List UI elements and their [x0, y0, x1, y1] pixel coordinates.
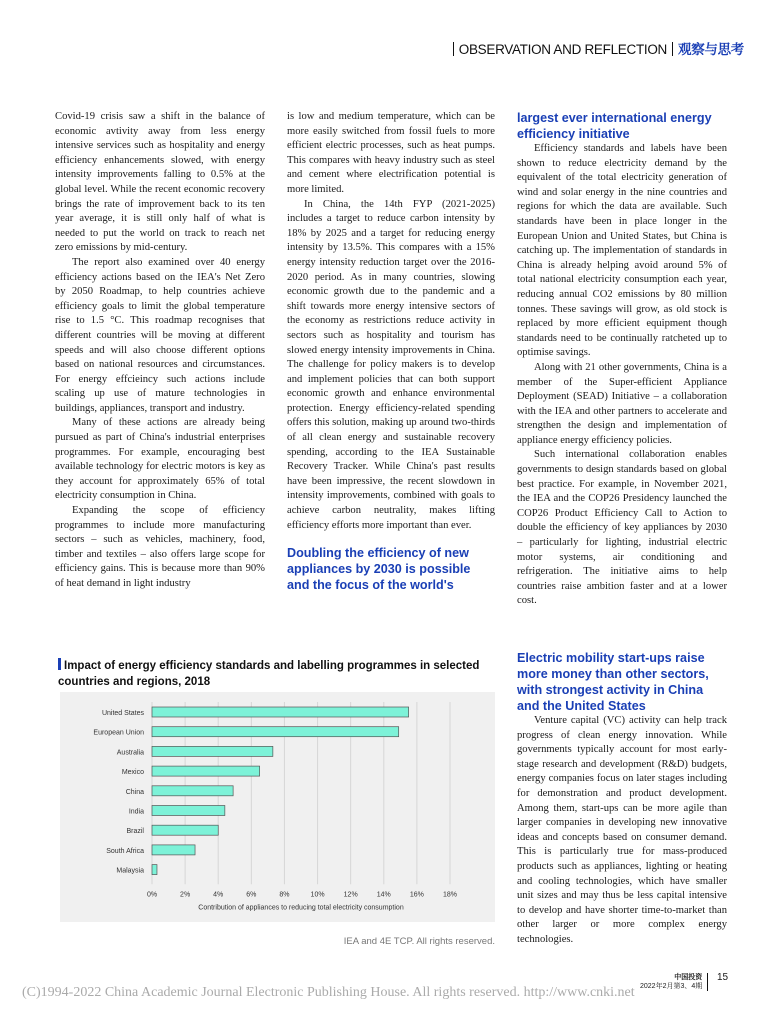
- bar-australia: [152, 746, 273, 756]
- y-category-label: China: [125, 788, 144, 796]
- paragraph: is low and medium temperature, which can be more easily switched from fossil fuels to more efficient electric processes, such as heat pumps. This compares with heavy industry such as steel and cement where electrification potential is more limited.: [287, 111, 495, 195]
- bar-mexico: [152, 766, 260, 776]
- x-tick-label: 10%: [310, 891, 325, 899]
- x-tick-label: 12%: [343, 891, 358, 899]
- bar-brazil: [152, 825, 218, 835]
- paragraph: Such international collaboration enables governments to design standards based on global best practice. For example, in November 2021, the IEA and the COP26 Presidency launched the COP26 Product Efficiency Call to Action to double the efficiency of key appliances by 2030 – particularly for lighting, industrial electric motor systems, air conditioning and refrigeration. The initiative aims to help countries raise ambition faster and at a lower cost.: [517, 449, 727, 607]
- issue: 2022年2月第3、4期: [640, 983, 703, 990]
- chart-title: Impact of energy efficiency standards and labelling programmes in selected countries and regions, 2018: [58, 660, 480, 688]
- bar-united-states: [152, 707, 409, 717]
- chart-panel: [60, 692, 495, 922]
- column-1: [55, 110, 265, 592]
- section-heading-1a: Doubling the efficiency of new appliances by 2030 is possible and the focus of the world's: [287, 546, 471, 593]
- y-category-label: United States: [101, 710, 144, 717]
- y-category-label: South Africa: [106, 847, 144, 855]
- section-heading-2: Electric mobility start-ups raise more money than other sectors, with strongest activity in China and the United States: [517, 651, 709, 713]
- paragraph: Venture capital (VC) activity can help track progress of clean energy innovation. While governments typically account for most early-stage research and development (R&D) budgets, energy companies focus on later stages including for demonstration and product development. Among them, start-ups can be more agile than larger companies in developing new innovative ideas and concepts based on consumer demand. This is particularly true for mass-produced products such as appliances, lighting or heating and cooling technologies, which have smaller unit sizes and may thus be less capital intensive to develop and have shorter time-to-market than other larger or more complex energy technologies.: [517, 715, 727, 945]
- section-heading-1b: largest ever international energy efficiency initiative: [517, 111, 712, 141]
- section-en: OBSERVATION AND REFLECTION: [458, 42, 667, 57]
- column-3-lower: [517, 650, 727, 948]
- bar-malaysia: [152, 865, 157, 875]
- bar-india: [152, 806, 225, 816]
- column-3: [517, 110, 727, 609]
- x-tick-label: 14%: [376, 891, 391, 899]
- x-tick-label: 8%: [279, 891, 290, 899]
- running-header: [448, 38, 744, 58]
- x-tick-label: 18%: [442, 891, 458, 899]
- y-category-label: Malaysia: [116, 867, 144, 875]
- x-tick-label: 6%: [246, 891, 257, 899]
- x-tick-label: 0%: [146, 891, 158, 899]
- magazine-name: 中国投资: [674, 974, 703, 981]
- page-number: 15: [717, 972, 729, 983]
- bar-south-africa: [152, 845, 195, 855]
- copyright-footer: (C)1994-2022 China Academic Journal Electronic Publishing House. All rights reserved. http://www.cnki.net: [22, 985, 635, 1000]
- y-category-label: European Union: [93, 729, 144, 737]
- bar-china: [152, 786, 233, 796]
- y-category-label: Australia: [116, 749, 144, 757]
- paragraph: In China, the 14th FYP (2021-2025) includes a target to reduce carbon intensity by 18% by 2025 and a target for reducing energy intensity by 13.5%. This compares with a 15% energy intensity reduction target over the 2016-2020 period. As in many countries, slowing economic growth due to the pandemic and a shift towards more energy intensive sectors of the economy as restrictions reduce activity in sectors such as hospitality and tourism has slowed energy intensity improvements in China. The challenge for policy makers is to develop and implement policies that can both support economic growth and enhance environmental protection. Energy efficiency-related spending offers this solution, making up around two-thirds of all clean energy and sustainable recovery spending, according to the IEA Sustainable Recovery Tracker. While China's past results have been impressive, the recent slowdown in intensity improvements, combined with goals to achieve carbon neutrality, makes lifting efficiency efforts more important than ever.: [287, 198, 495, 531]
- paragraph: The report also examined over 40 energy efficiency actions based on the IEA's Net Zero by 2050 Roadmap, to help countries achieve efficiency goals to limit the global temperature rise to 1.5 °C. This roadmap recognises that different countries will be moving at different speeds and will also choose different options based on national resources and circumstances. For energy effcieincy such actions include scaling up use of mature technologies in buildings, appliances, transport and industry.: [55, 256, 265, 414]
- x-tick-label: 4%: [213, 891, 224, 899]
- x-tick-label: 16%: [409, 891, 424, 899]
- y-category-label: Mexico: [121, 769, 144, 777]
- paragraph: Along with 21 other governments, China is a member of the Super-efficient Appliance Deployment (SEAD) Initiative – a collaboration with the IEA and other partners to accelerate and strengthen the design and implementation of appliance energy efficiency policies.: [517, 361, 727, 446]
- section-cn: 观察与思考: [678, 42, 744, 57]
- bar-european-union: [152, 727, 399, 737]
- paragraph: Efficiency standards and labels have been shown to reduce electricity demand by the equivalent of the total electricity generation of wind and solar energy in the nine countries and regions for which the data are available. Such standards have been in place longer in the European Union and United States, but China is catching up. The implementation of standards in China is already helping avoid around 5% of total national electricity consumption each year, reducing annual CO2 emissions by 80 million tonnes. These savings will grow, as old stock is replaced by more efficient equipment though standards need to be continually ratcheted up to optimise savings.: [517, 143, 727, 359]
- magazine-info: [640, 973, 708, 991]
- paragraph: Many of these actions are already being pursued as part of China's industrial enterprises programmes. For example, encouraging best available technology for electric motors is key as they account for approximately 65% of total electricity consumption in China.: [55, 417, 265, 502]
- column-2: [287, 110, 495, 593]
- paragraph: Expanding the scope of efficiency programmes to include more manufacturing sectors – such as vehicles, machinery, food, timber and textiles – also offers large scope for efficiency gains. This is because more than 90% of heat demand in light industry: [55, 505, 265, 589]
- bar-chart: [60, 692, 495, 922]
- paragraph: Covid-19 crisis saw a shift in the balance of economic avtivity away from less energy intensive services such as hospitality and energy efficiency enhancements slowed, with energy intensity improvements falling to 0.5% at the global level. While the recent economic recovery brings the rate of improvement back to its ten year average, it is still only half of what is needed to put the world on track to reach net zero emissions by mid-century.: [55, 111, 265, 254]
- x-tick-label: 2%: [180, 891, 191, 899]
- x-axis-label: Contribution of appliances to reducing total electricity consumption: [198, 904, 404, 912]
- chart-credit: IEA and 4E TCP. All rights reserved.: [343, 936, 495, 947]
- y-category-label: Brazil: [126, 828, 144, 836]
- y-category-label: India: [128, 808, 144, 816]
